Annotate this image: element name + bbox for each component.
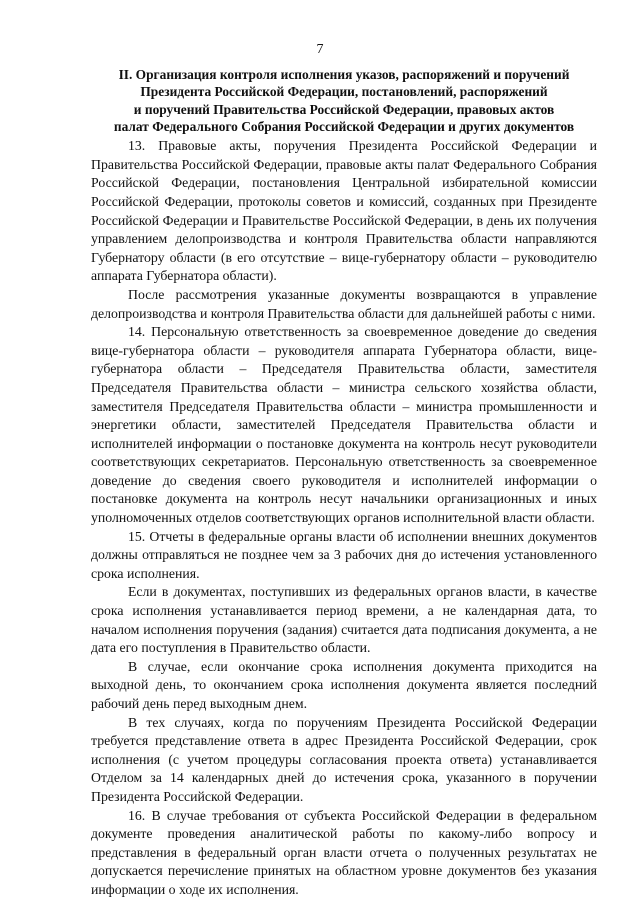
paragraph-13: 13. Правовые акты, поручения Президента Российской Федерации и Правительства Российской Федерации, правовые акты палат Федерального Собрания Российской Федерации, постановления Центральной избирательной комиссии Российской Федерации, протоколы советов и комиссий, созданных при Президенте Российской Федерации и Правительстве Российской Федерации, в день их получения управлением делопроизводства и контроля Правительства области направляются Губернатору области (в его отсутствие – вице-губернатору области – руководителю аппарата Губернатора области). [91, 138, 597, 284]
section-heading-line: палат Федерального Собрания Российской Федерации и других документов [113, 118, 575, 134]
page-number: 7 [316, 42, 324, 57]
paragraph-15-president: В тех случаях, когда по поручениям Президента Российской Федерации требуется представление ответа в адрес Президента Российской Федерации, срок исполнения (с учетом процедуры согласования проекта ответа) устанавливается Отделом за 14 календарных дней до истечения срока, указанного в поручении Президента Российской Федерации. [91, 714, 597, 804]
section-heading-line: Президента Российской Федерации, постановлений, распоряжений [140, 84, 548, 100]
section-heading [91, 66, 597, 135]
section-heading-line: II. Организация контроля исполнения указов, распоряжений и поручений [118, 67, 570, 82]
section-heading-line: и поручений Правительства Российской Федерации, правовых актов [133, 101, 555, 117]
document-body [91, 66, 597, 900]
paragraph-15-weekend: В случае, если окончание срока исполнения документа приходится на выходной день, то окончанием срока исполнения документа является последний рабочий день перед выходным днем. [91, 658, 597, 711]
paragraph-15-period: Если в документах, поступивших из федеральных органов власти, в качестве срока исполнения устанавливается период времени, а не календарная дата, то началом исполнения поручения (задания) считается дата подписания документа, а не дата его поступления в Правительство области. [91, 584, 597, 656]
paragraph-14: 14. Персональную ответственность за своевременное доведение до сведения вице-губернатора области – руководителя аппарата Губернатора области, вице-губернатора области – Председателя Правительства области, заместителя Председателя Правительства области – министра сельского хозяйства области, заместителя Председателя Правительства области – министра промышленности и энергетики области, заместителей Председателя Правительства области и исполнителей информации о постановке документа на контроль несут руководители соответствующих секретариатов. Персональную ответственность за своевременное доведение до сведения своего руководителя и исполнителей информации о постановке документа на контроль несут начальники организационных и иных уполномоченных отделов соответствующих органов исполнительной власти области. [91, 324, 597, 526]
paragraph-15: 15. Отчеты в федеральные органы власти об исполнении внешних документов должны отправляться не позднее чем за 3 рабочих дня до истечения установленного срока исполнения. [91, 528, 597, 581]
paragraph-16: 16. В случае требования от субъекта Российской Федерации в федеральном документе проведения аналитической работы по какому-либо вопросу и представления в федеральный орган власти отчета о полученных результатах не допускается перечисление принятых на областном уровне документов без указания информации о ходе их исполнения. [91, 807, 597, 897]
paragraph-13-return: После рассмотрения указанные документы возвращаются в управление делопроизводства и контроля Правительства области для дальнейшей работы с ними. [91, 286, 597, 321]
